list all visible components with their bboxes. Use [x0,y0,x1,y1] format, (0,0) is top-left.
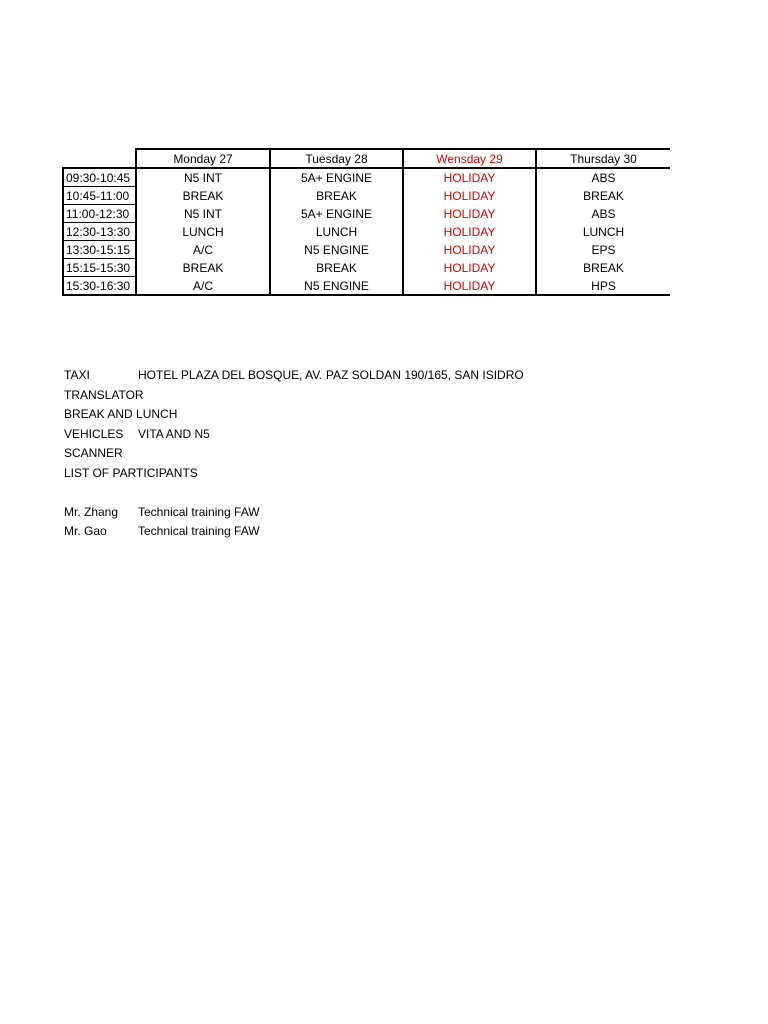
session-cell: BREAK [136,259,270,277]
session-cell: BREAK [270,187,403,205]
holiday-cell: HOLIDAY [403,168,536,187]
session-cell: BREAK [136,187,270,205]
session-cell: EPS [536,241,670,259]
table-row [63,259,670,277]
session-cell: HPS [536,277,670,296]
list-item [64,503,524,523]
spacer [64,483,524,503]
note-key: TAXI [64,368,90,382]
holiday-cell: HOLIDAY [403,259,536,277]
day-header-thursday: Thursday 30 [536,149,670,168]
trainer-role: Technical training FAW [138,504,260,519]
logistics-notes [64,366,524,542]
holiday-cell: HOLIDAY [403,277,536,296]
note-key: TRANSLATOR [64,387,144,402]
session-cell: 5A+ ENGINE [270,205,403,223]
note-value: HOTEL PLAZA DEL BOSQUE, AV. PAZ SOLDAN 190/165, SAN ISIDRO [138,368,524,382]
session-cell: LUNCH [536,223,670,241]
time-slot: 11:00-12:30 [63,205,136,223]
time-slot: 12:30-13:30 [63,223,136,241]
session-cell: LUNCH [136,223,270,241]
table-row [63,241,670,259]
table-row [63,223,670,241]
note-value: VITA AND N5 [138,426,210,441]
list-item [64,386,524,406]
day-header-monday: Monday 27 [136,149,270,168]
training-schedule-table [62,148,670,296]
list-item [64,425,524,445]
day-header-tuesday: Tuesday 28 [270,149,403,168]
trainer-name: Mr. Gao [64,524,107,538]
trainer-role: Technical training FAW [138,524,260,538]
time-slot: 13:30-15:15 [63,241,136,259]
note-key: SCANNER [64,446,123,460]
session-cell: BREAK [536,259,670,277]
table-row [63,277,670,296]
trainer-name: Mr. Zhang [64,504,119,519]
list-item [64,405,524,425]
session-cell: BREAK [270,259,403,277]
holiday-cell: HOLIDAY [403,187,536,205]
list-item [64,444,524,464]
session-cell: ABS [536,168,670,187]
session-cell: LUNCH [270,223,403,241]
day-header-wednesday: Wensday 29 [403,149,536,168]
table-row [63,168,670,187]
note-key: LIST OF PARTICIPANTS [64,465,198,480]
table-header-row [63,149,670,168]
session-cell: A/C [136,241,270,259]
time-slot: 10:45-11:00 [63,187,136,205]
holiday-cell: HOLIDAY [403,223,536,241]
session-cell: N5 INT [136,205,270,223]
time-slot: 15:30-16:30 [63,277,136,296]
table-row [63,187,670,205]
corner-cell [63,149,136,168]
time-slot: 15:15-15:30 [63,259,136,277]
holiday-cell: HOLIDAY [403,241,536,259]
session-cell: 5A+ ENGINE [270,168,403,187]
list-item [64,522,524,542]
table-row [63,205,670,223]
session-cell: N5 ENGINE [270,277,403,296]
list-item [64,464,524,484]
session-cell: A/C [136,277,270,296]
session-cell: N5 ENGINE [270,241,403,259]
session-cell: N5 INT [136,168,270,187]
note-key: BREAK AND LUNCH [64,407,178,421]
list-item [64,366,524,386]
note-key: VEHICLES [64,426,124,441]
session-cell: ABS [536,205,670,223]
holiday-cell: HOLIDAY [403,205,536,223]
session-cell: BREAK [536,187,670,205]
time-slot: 09:30-10:45 [63,168,136,187]
